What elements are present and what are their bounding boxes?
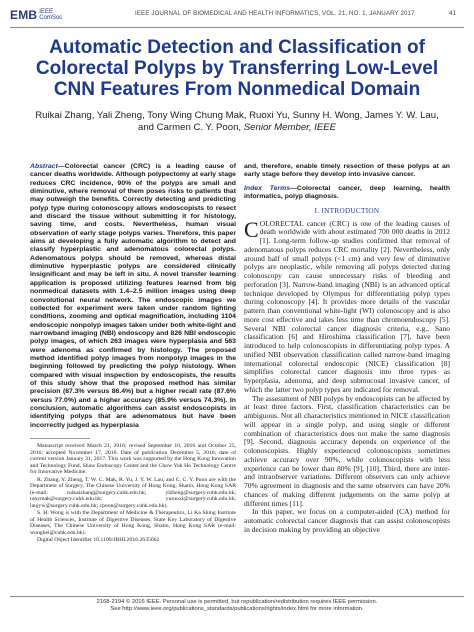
page-header bbox=[10, 6, 464, 26]
intro-paragraph-3: In this paper, we focus on a computer-aided (CA) method for automatic colorectal cancer diagnosis that can assist colonoscopists in decision making by providing an objective bbox=[244, 507, 450, 534]
author-list bbox=[20, 110, 454, 134]
logo-sub-text: IEEE ComSoc bbox=[39, 9, 63, 21]
paper-title: Automatic Detection and Classification of Colorectal Polyps by Transferring Low-Level CNN Features From Nonmedical Domain bbox=[35, 37, 439, 100]
abstract-label: Abstract bbox=[30, 163, 58, 170]
abstract-continued: and, therefore, enable timely resection of these polyps at an early stage before they develop into invasive cancer. bbox=[244, 163, 450, 179]
logo-main-text: EMB bbox=[10, 8, 38, 22]
copyright-line-2: See http://www.ieee.org/publications_standards/publications/rights/index.html for more information. bbox=[110, 606, 364, 613]
footnote-manuscript: Manuscript received March 21, 2016; revised September 10, 2016 and October 25, 2016; accepted November 17, 2016. Date of publication December 5, 2016; date of current version January 31, 2017. This work was supported by the Hong Kong Innovation and Technology Fund, Shaw Endoscopy Center and the Chow Yuk Ho Technology Centre for Innovative Medicine. bbox=[30, 443, 236, 475]
intro-paragraph-1: COLORECTAL cancer (CRC) is one of the leading causes of death worldwide with about estimated 700 000 deaths in 2012 [1]. Long-term follow-up studies confirmed that removal of adenomatous polyps reduces CRC mortality [2]. Nevertheless, only around half of small polyps (<1 cm) and very few of diminutive polyps are neoplastic, while removing all polyps detected during colonoscopy can cause unnecessary risks of bleeding and perforation [3]. Narrow-band imaging (NBI) is an advanced optical technique developed by Olympus for differentiating polyp types during colonoscopy [4]. It provides more details of the vascular pattern than conventional white-light (WI) colonoscopy and is also more cost effective and takes less time than chromoendoscopy [5]. Several NBI colorectal cancer diagnosis criteria, e.g., Sano classification [6] and Hiroshima classification [7], have been introduced to help colonoscopists in differentiating polyp types. A unified NBI observation classification called narrow-band imaging international colorectal endoscopic (NICE) classification [8] simplifies colorectal cancer diagnosis into three types as hyperplasia, adenoma, and deep submucosal invasive cancer, of which the latter two polyp types are indicated for removal. bbox=[244, 216, 450, 394]
author-line-1: Ruikai Zhang, Yali Zheng, Tony Wing Chung Mak, Ruoxi Yu, Sunny H. Wong, James Y. W. Lau, bbox=[35, 110, 439, 121]
header-divider bbox=[10, 27, 464, 28]
drop-cap: C bbox=[244, 216, 259, 242]
footnote-doi: Digital Object Identifier 10.1109/JBHI.2016.2635662 bbox=[37, 537, 160, 543]
footnote-divider bbox=[30, 438, 90, 439]
journal-name: IEEE JOURNAL OF BIOMEDICAL AND HEALTH INFORMATICS, VOL. 21, NO. 1, JANUARY 2017 bbox=[135, 10, 415, 17]
copyright-notice bbox=[10, 599, 464, 614]
embs-logo bbox=[10, 6, 62, 24]
author-line-2: and Carmen C. Y. Poon, Senior Member, IEEE bbox=[137, 122, 337, 133]
index-terms-text: —Colorectal cancer, deep learning, health informatics, polyp diagnosis. bbox=[244, 184, 450, 201]
page-number: 41 bbox=[449, 10, 456, 17]
footnote-affiliation-2: S. H. Wong is with the Department of Medicine & Therapeutics, Li Ka Shing Institute of Health Sciences, Institute of Digestive Diseases, State Key Laboratory of Digestive Diseases, The Chinese University of Hong Kong, Shatin, Hong Kong SAR (e-mail: wonghei@cuhk.edu.hk). bbox=[30, 510, 236, 536]
abstract-text: —Colorectal cancer (CRC) is a leading cause of cancer deaths worldwide. Although polypectomy at early stage reduces CRC incidence, 90% of the polyps are small and diminutive, where removal of them poses risks to patients that may outweigh the benefits. Correctly detecting and predicting polyp type during colonoscopy allows endoscopists to resect and discard the tissue without submitting it for histology, saving time, and costs. Nevertheless, human visual observation of early stage polyps varies. Therefore, this paper aims at developing a fully automatic algorithm to detect and classify hyperplastic and adenomatous colorectal polyps. Adenomatous polyps should be removed, whereas distal diminutive hyperplastic polyps are considered clinically insignificant and may be left in situ. A novel transfer learning application is proposed utilizing features learned from big nonmedical datasets with 1.4–2.5 million images using deep convolutional neural network. The endoscopic images we collected for experiment were taken under random lighting conditions, zooming and optical magnification, including 1104 endoscopic nonpolyp images taken under both white-light and narrowband imaging (NBI) endoscopy and 826 NBI endoscopic polyp images, of which 263 images were hyperplasia and 563 were adenoma as confirmed by histology. The proposed method identified polyp images from nonpolyp images in the beginning followed by predicting the polyp histology. When compared with visual inspection by endoscopists, the results of this study show that the proposed method has similar precision (87.3% versus 86.4%) but a higher recall rate (87.6% versus 77.0%) and a higher accuracy (85.9% versus 74.3%). In conclusion, automatic algorithms can assist endoscopists in identifying polyps that are adenomatous but have been incorrectly judged as hyperplasia bbox=[30, 163, 236, 429]
section-heading-introduction: I. INTRODUCTION bbox=[314, 207, 380, 216]
footnote-affiliation-1: R. Zhang, Y. Zheng, T. W. C. Mak, R. Yu, J. Y. W. Lau, and C. C. Y. Poon are with the Department of Surgery, The Chinese University of Hong Kong, Shatin, Hong Kong SAR (e-mail: ruikaizhang@surgery.cuhk.edu.hk; ylzheng@surgery.cuhk.edu.hk; tonymak@surgery.cuhk.edu.hk; yuruoxi@surgery.cuhk.edu.hk; laujyw@surgery.cuhk.edu.hk; cpoon@surgery.cuhk.edu.hk). bbox=[30, 476, 236, 509]
footer-divider bbox=[10, 596, 464, 597]
right-column bbox=[244, 163, 450, 535]
abstract bbox=[30, 163, 236, 430]
left-column bbox=[30, 163, 236, 544]
index-terms-label: Index Terms bbox=[244, 184, 291, 192]
introduction-body bbox=[244, 216, 450, 535]
copyright-line-1: 2168-2194 © 2016 IEEE. Personal use is permitted, but republication/redistribution requires IEEE permission. bbox=[96, 599, 378, 605]
intro-paragraph-2: The assessment of NBI polyps by endoscopists can be affected by at least three factors. First, classification characteristics can be ambiguous. Not all characteristics mentioned in NICE classification will appear in a single polyp, and using single or different combination of characteristics does not make the same diagnosis [9]. Second, diagnosis accuracy depends on experience of the colonoscopists. Highly experienced colonoscopists sometimes achieve accuracy over 90%, while colonoscopists with less experience can be lower than 80% [9], [10]. Third, there are inter- and intraobserver variations. Different observers can only achieve 70% agreement in diagnosis and the same observers can have 20% chances of making different judgements on the same polyp at different times [11]. bbox=[244, 393, 450, 508]
index-terms bbox=[244, 185, 450, 202]
